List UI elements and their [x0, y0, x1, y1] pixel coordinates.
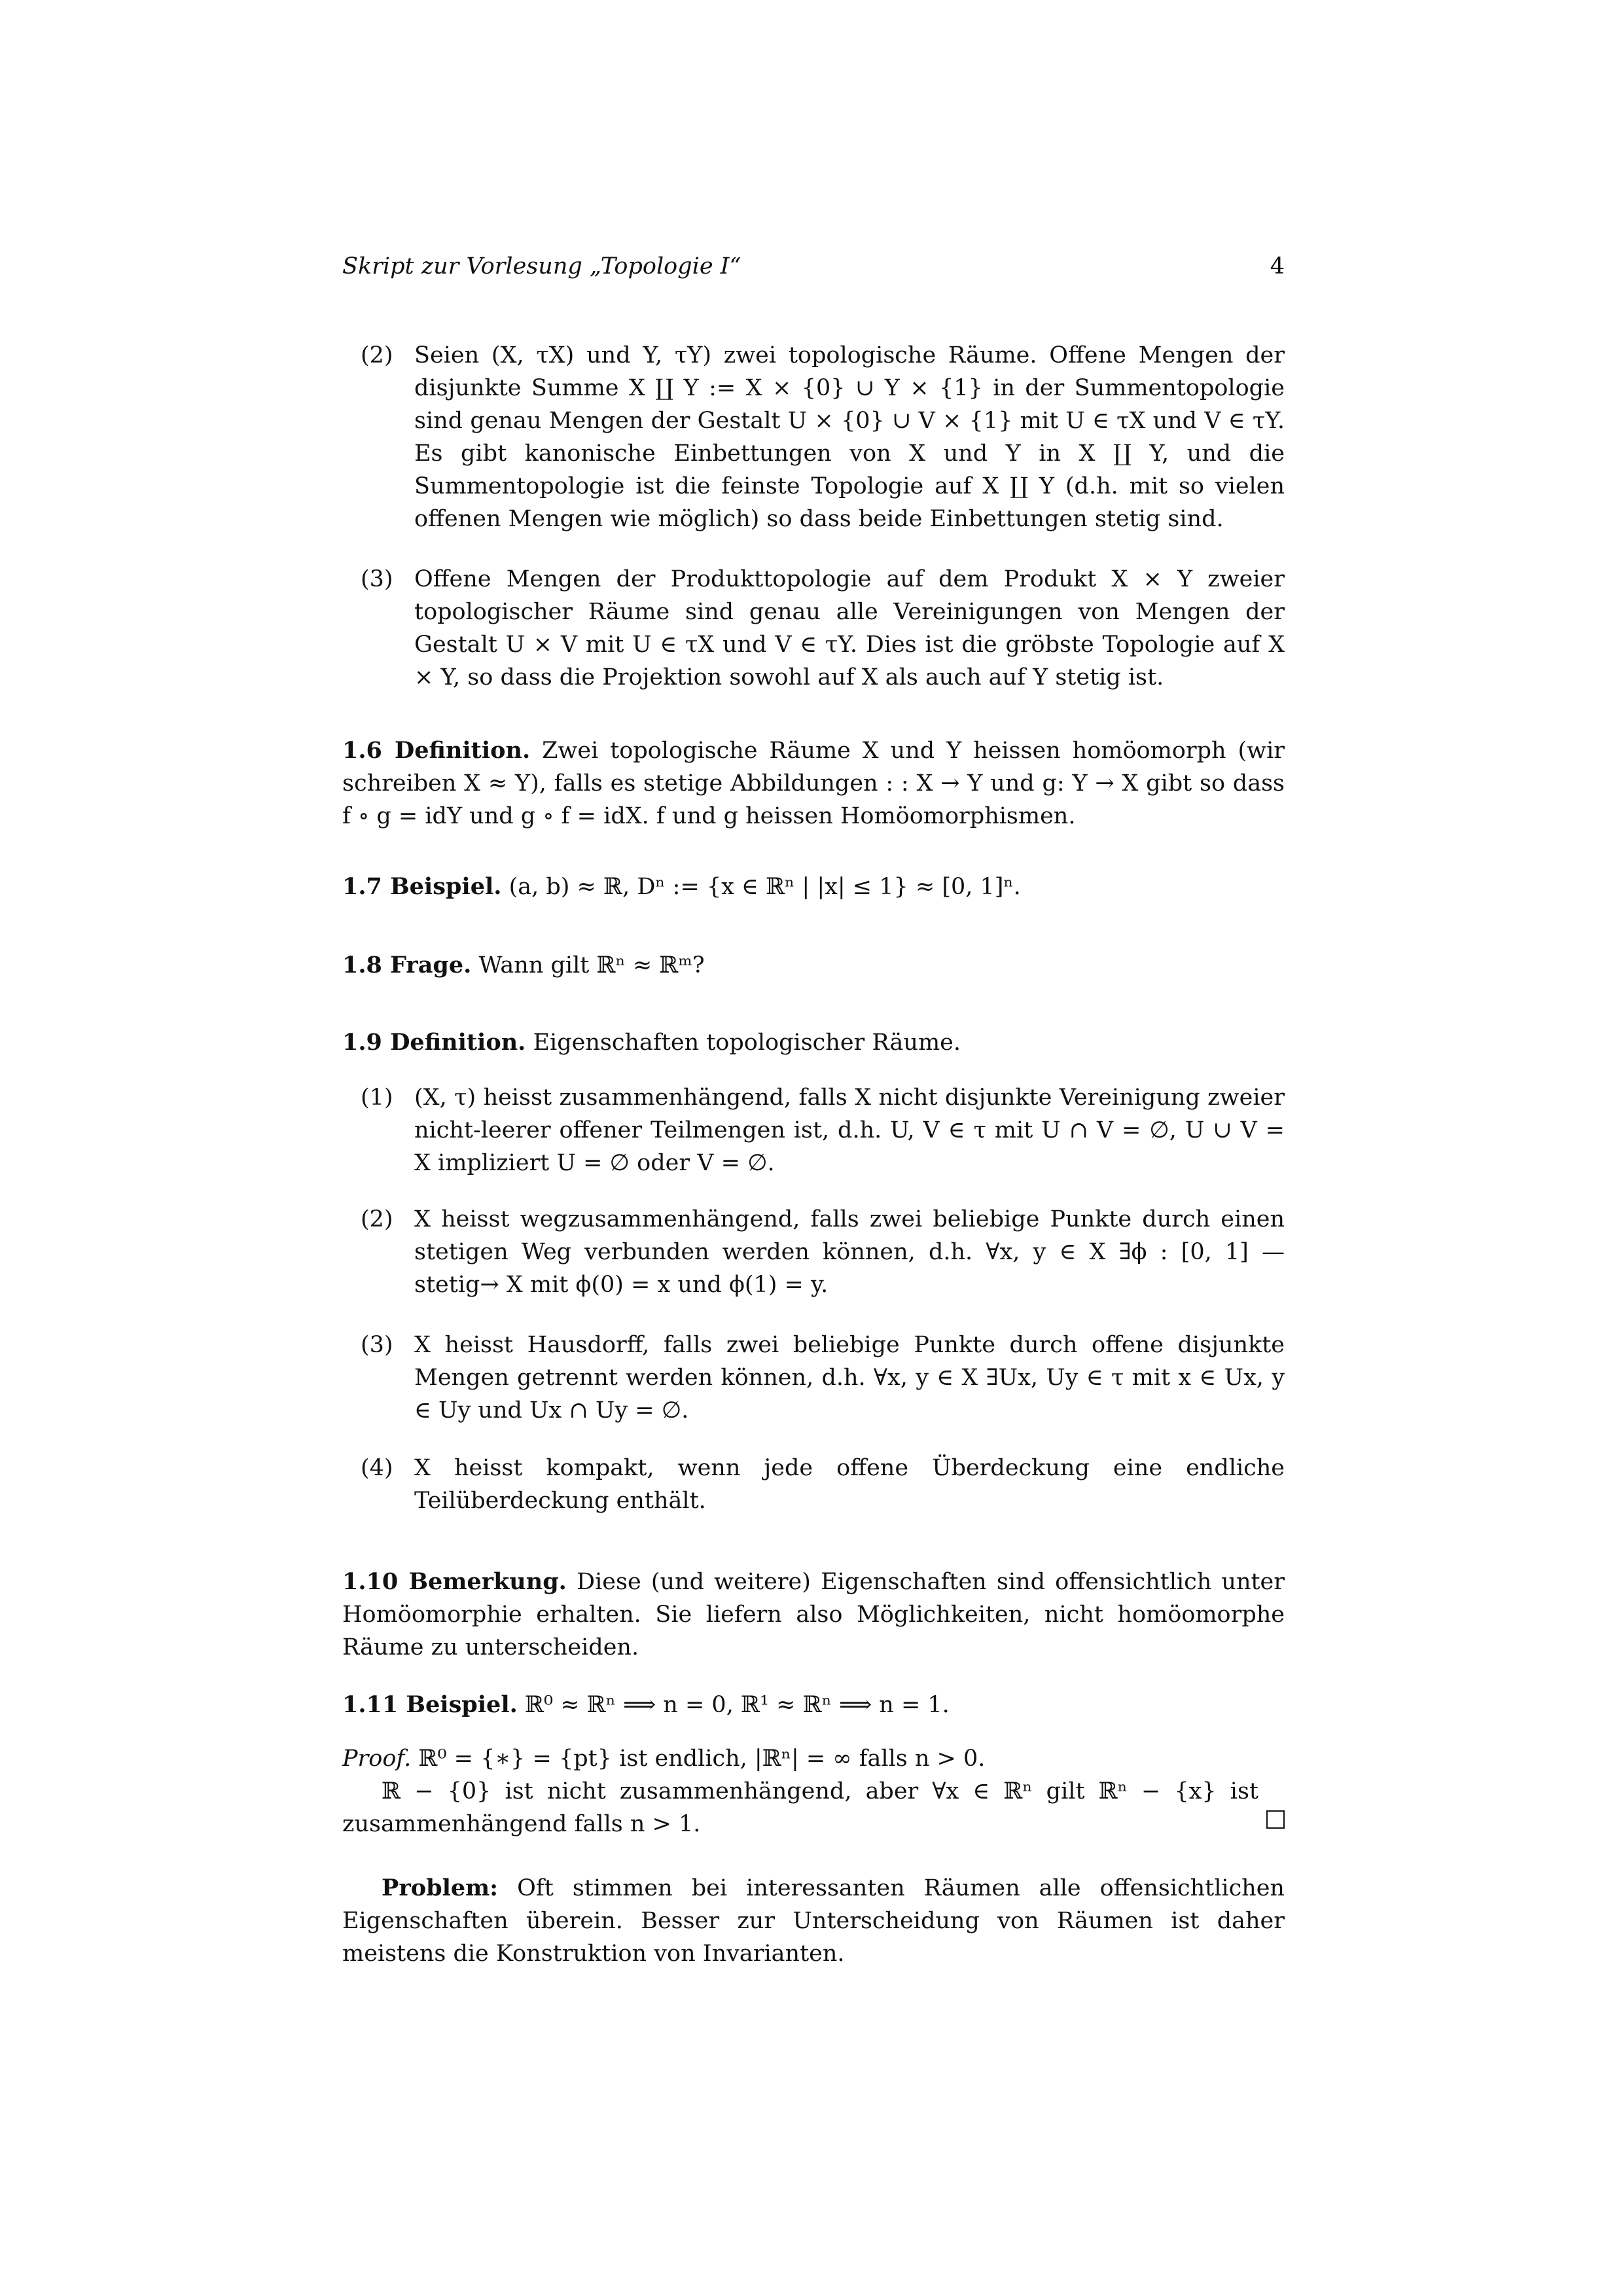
definition-text: Eigenschaften topologischer Räume. [533, 1030, 961, 1056]
item-number: (1) [361, 1085, 393, 1111]
problem-paragraph [342, 1872, 1285, 1970]
item-number: (3) [361, 566, 393, 592]
question-text: Wann gilt ℝⁿ ≈ ℝᵐ? [478, 952, 705, 978]
frage-1-8 [342, 949, 1285, 982]
property-kompakt [342, 1452, 1285, 1517]
item-number: (2) [361, 1206, 393, 1232]
page-number: 4 [1270, 253, 1285, 279]
item-text: Offene Mengen der Produkttopologie auf dem Produkt X × Y zweier topologischer Räume sind genau alle Vereinigungen von Mengen der Gestalt U × V mit U ∈ τX und V ∈ τY. Dies ist die gröbste Topologie auf X × Y, so dass die Projektion sowohl auf X als auch auf Y stetig ist. [414, 566, 1285, 691]
remark-label: 1.10 Bemerkung. [342, 1568, 567, 1595]
item-number: (4) [361, 1455, 393, 1481]
question-label: 1.8 Frage. [342, 952, 472, 978]
item-text: Seien (X, τX) und Y, τY) zwei topologische Räume. Offene Mengen der disjunkte Summe X ∐ Y := X × {0} ∪ Y × {1} in der Summentopologie sind genau Mengen der Gestalt U × {0} ∪ V × {1} mit U ∈ τX und V ∈ τY. Es gibt kanonische Einbettungen von X und Y in X ∐ Y, und die Summentopologie ist die feinste Topologie auf X ∐ Y (d.h. mit so vielen offenen Mengen wie möglich) so dass beide Einbettungen stetig sind. [414, 342, 1285, 532]
definition-label: 1.6 Definition. [342, 737, 531, 764]
problem-label: Problem: [382, 1874, 499, 1901]
example-text: (a, b) ≈ ℝ, Dⁿ := {x ∈ ℝⁿ | |x| ≤ 1} ≈ [0, 1]ⁿ. [508, 874, 1021, 900]
definition-1-9 [342, 1026, 1285, 1059]
item-produkttopologie [342, 563, 1285, 694]
item-number: (3) [361, 1332, 393, 1358]
remark-text: Diese (und weitere) Eigenschaften sind offensichtlich unter Homöomorphie erhalten. Sie liefern also Möglichkeiten, nicht homöomorphe Räume zu unterscheiden. [342, 1569, 1285, 1660]
page-header [342, 250, 1285, 283]
proof-line-1: ℝ⁰ = {∗} = {pt} ist endlich, |ℝⁿ| = ∞ falls n > 0. [418, 1746, 986, 1772]
bemerkung-1-10 [342, 1566, 1285, 1664]
running-title: Skript zur Vorlesung „Topologie I“ [342, 253, 741, 279]
item-text: X heisst Hausdorff, falls zwei beliebige Punkte durch offene disjunkte Mengen getrennt werden können, d.h. ∀x, y ∈ X ∃Ux, Uy ∈ τ mit x ∈ Ux, y ∈ Uy und Ux ∩ Uy = ∅. [414, 1332, 1285, 1424]
property-zusammenhaengend [342, 1081, 1285, 1179]
proof-label: Proof. [342, 1746, 412, 1772]
definition-label: 1.9 Definition. [342, 1029, 526, 1056]
item-summentopologie [342, 339, 1285, 535]
property-wegzusammenhaengend [342, 1203, 1285, 1301]
definition-text: Zwei topologische Räume X und Y heissen homöomorph (wir schreiben X ≈ Y), falls es stetige Abbildungen : : X → Y und g: Y → X gibt so dass f ∘ g = idY und g ∘ f = idX. f und g heissen Homöomorphismen. [342, 738, 1285, 829]
item-text: X heisst kompakt, wenn jede offene Überdeckung eine endliche Teilüberdeckung enthält. [414, 1455, 1285, 1514]
item-text: X heisst wegzusammenhängend, falls zwei beliebige Punkte durch einen stetigen Weg verbunden werden können, d.h. ∀x, y ∈ X ∃ϕ : [0, 1] —stetig→ X mit ϕ(0) = x und ϕ(1) = y. [414, 1206, 1285, 1298]
example-label: 1.11 Beispiel. [342, 1691, 518, 1718]
beispiel-1-11 [342, 1689, 1285, 1721]
problem-text: Oft stimmen bei interessanten Räumen alle offensichtlichen Eigenschaften überein. Besser zur Unterscheidung von Räumen ist daher meistens die Konstruktion von Invarianten. [342, 1875, 1285, 1967]
proof [342, 1742, 1285, 1840]
item-text: (X, τ) heisst zusammenhängend, falls X nicht disjunkte Vereinigung zweier nicht-leerer offener Teilmengen ist, d.h. U, V ∈ τ mit U ∩ V = ∅, U ∪ V = X impliziert U = ∅ oder V = ∅. [414, 1085, 1285, 1176]
proof-line-2: ℝ − {0} ist nicht zusammenhängend, aber ∀x ∈ ℝⁿ gilt ℝⁿ − {x} ist zusammenhängend falls n > 1. [342, 1778, 1258, 1837]
example-text: ℝ⁰ ≈ ℝⁿ ⟹ n = 0, ℝ¹ ≈ ℝⁿ ⟹ n = 1. [524, 1692, 950, 1718]
qed-square [1266, 1810, 1285, 1829]
beispiel-1-7 [342, 870, 1285, 903]
property-hausdorff [342, 1329, 1285, 1427]
example-label: 1.7 Beispiel. [342, 873, 502, 900]
item-number: (2) [361, 342, 393, 368]
definition-1-6 [342, 734, 1285, 833]
